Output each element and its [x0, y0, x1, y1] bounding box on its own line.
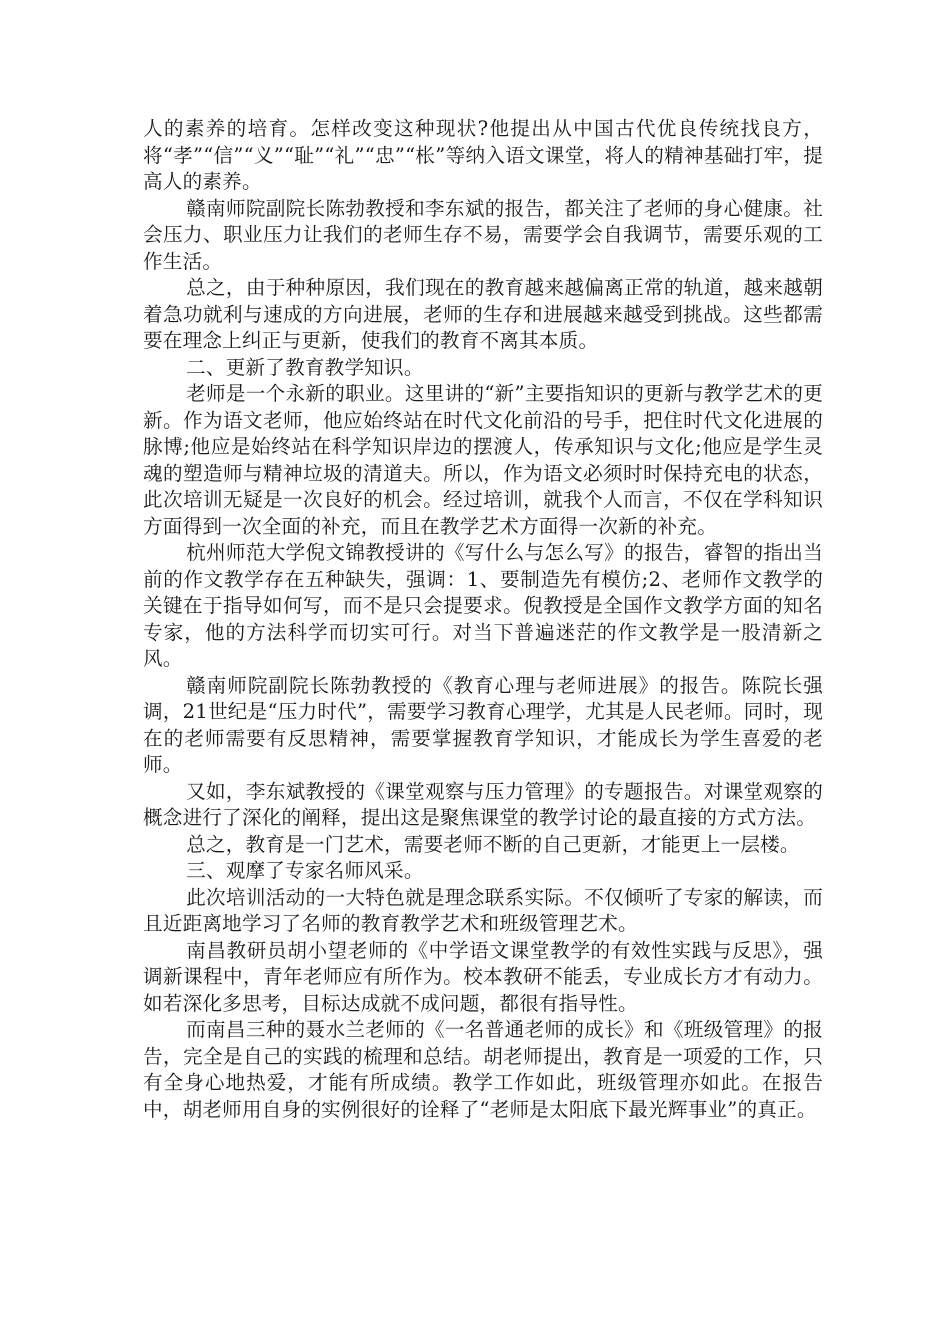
section-heading-2: 二、更新了教育教学知识。: [186, 355, 424, 379]
section-heading-3: 三、观摩了专家名师风采。: [186, 859, 424, 882]
paragraph-12: 南昌教研员胡小望老师的《中学语文课堂教学的有效性实践与反思》，强调新课程中，青年老师应有所作为。校本教研不能丢，专业成长方才有动力。如若深化多思考，目标达成就不成问题，都很有指导性。: [143, 938, 823, 1015]
paragraph-5: 老师是一个永新的职业。这里讲的“新”主要指知识的更新与教学艺术的更新。作为语文老师，他应始终站在时代文化前沿的号手，把住时代文化进展的脉博;他应是始终站在科学知识岸边的摆渡人，传承知识与文化;他应是学生灵魂的塑造师与精神垃圾的清道夫。所以，作为语文必须时时保持充电的状态，此次培训无疑是一次良好的机会。经过培训，就我个人而言，不仅在学科知识方面得到一次全面的补充，而且在教学艺术方面得一次新的补充。: [143, 382, 823, 538]
paragraph-9: 总之，教育是一门艺术，需要老师不断的自己更新，才能更上一层楼。: [186, 832, 800, 856]
document-body: [143, 116, 823, 1123]
paragraph-7: 赣南师院副院长陈勃教授的《教育心理与老师进展》的报告。陈院长强调，21世纪是“压力时代”，需要学习教育心理学，尤其是人民老师。同时，现在的老师需要有反思精神，需要掌握教育学知识，才能成长为学生喜爱的老师。: [143, 673, 823, 776]
paragraph-6: 杭州师范大学倪文锦教授讲的《写什么与怎么写》的报告，睿智的指出当前的作文教学存在五种缺失，强调：1、要制造先有模仿;2、老师作文教学的关键在于指导如何写，而不是只会提要求。倪教授是全国作文教学方面的知名专家，他的方法科学而切实可行。对当下普遍迷茫的作文教学是一股清新之风。: [143, 541, 823, 670]
paragraph-2: 赣南师院副院长陈勃教授和李东斌的报告，都关注了老师的身心健康。社会压力、职业压力让我们的老师生存不易，需要学会自我调节，需要乐观的工作生活。: [143, 196, 823, 273]
paragraph-13: 而南昌三种的聂水兰老师的《一名普通老师的成长》和《班级管理》的报告，完全是自己的实践的梳理和总结。胡老师提出，教育是一项爱的工作，只有全身心地热爱，才能有所成绩。教学工作如此，班级管理亦如此。在报告中，胡老师用自身的实例很好的诠释了“老师是太阳底下最光辉事业”的真正。: [143, 1018, 823, 1121]
paragraph-11: 此次培训活动的一大特色就是理念联系实际。不仅倾听了专家的解读，而且近距离地学习了名师的教育教学艺术和班级管理艺术。: [143, 885, 823, 935]
paragraph-1: 人的素养的培育。怎样改变这种现状?他提出从中国古代优良传统找良方，将“孝”“信”“义”“耻”“礼”“忠”“枨”等纳入语文课堂，将人的精神基础打牢，提高人的素养。: [143, 117, 823, 193]
paragraph-8: 又如，李东斌教授的《课堂观察与压力管理》的专题报告。对课堂观察的概念进行了深化的阐释，提出这是聚焦课堂的教学讨论的最直接的方式方法。: [143, 779, 823, 829]
paragraph-3: 总之，由于种种原因，我们现在的教育越来越偏离正常的轨道，越来越朝着急功就利与速成的方向进展，老师的生存和进展越来越受到挑战。这些都需要在理念上纠正与更新，使我们的教育不离其本质。: [143, 276, 823, 352]
